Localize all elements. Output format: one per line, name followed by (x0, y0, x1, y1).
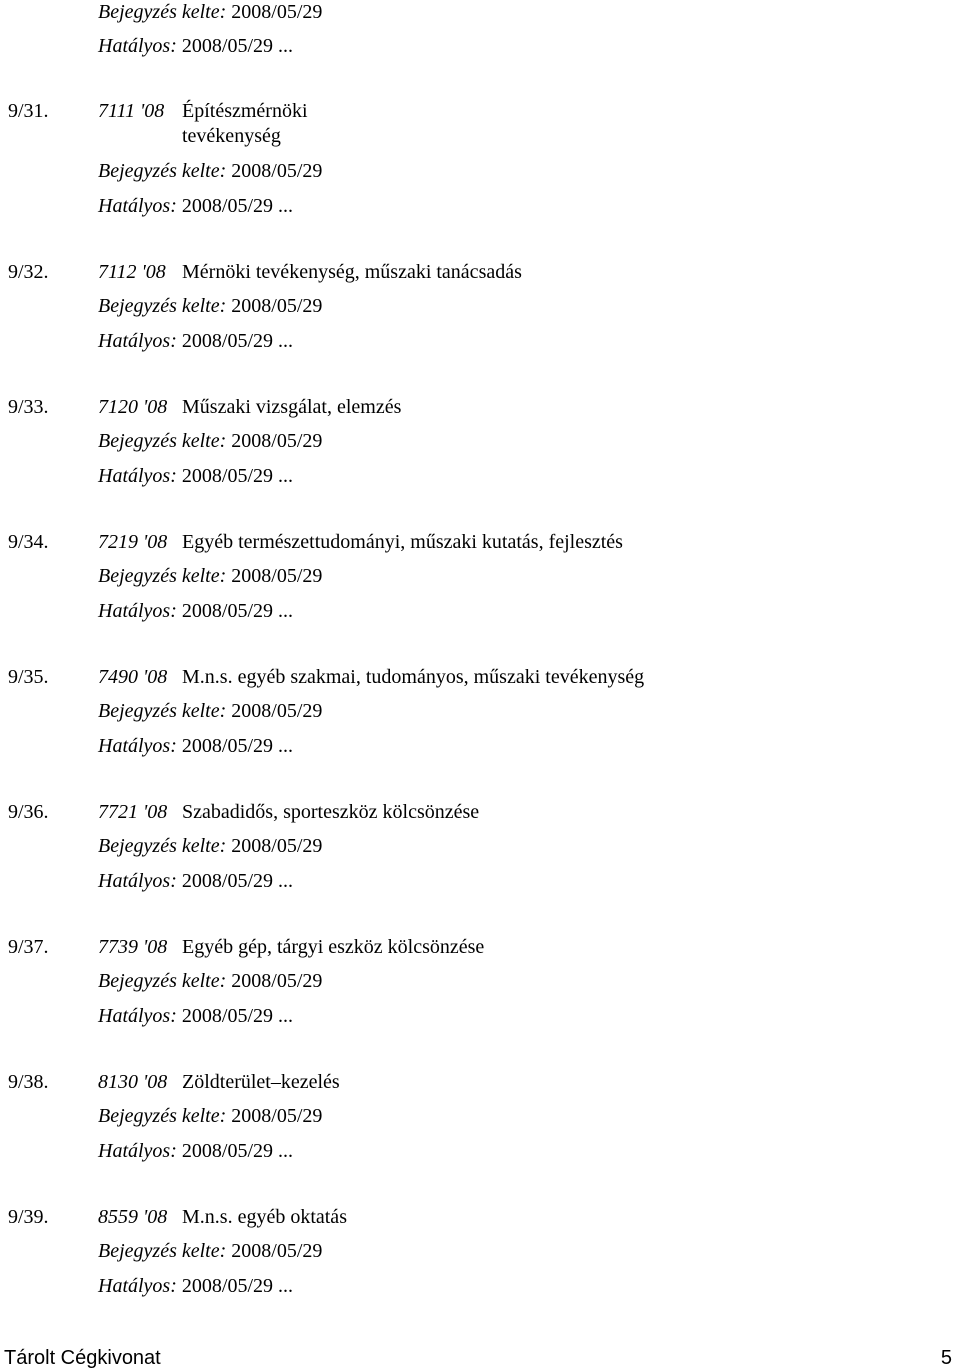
entry-activity: M.n.s. egyéb oktatás (182, 1206, 347, 1228)
footer-title: Tárolt Cégkivonat (4, 1347, 161, 1369)
entry-code: 7120 '08 (98, 396, 168, 418)
entry-number: 9/39. (8, 1206, 49, 1228)
effective-date: 2008/05/29 ... (181, 35, 294, 57)
entry-code: 7219 '08 (98, 531, 168, 553)
top-registered-line (98, 0, 322, 24)
entry-code: 7111 '08 (98, 100, 165, 122)
registered-date: 2008/05/29 (231, 700, 323, 722)
entry-registered-line (98, 564, 322, 588)
entry-registered-line (98, 699, 322, 723)
entry-number: 9/33. (8, 396, 49, 418)
registered-date: 2008/05/29 (231, 1, 323, 23)
entry-activity: Műszaki vizsgálat, elemzés (182, 396, 402, 418)
registered-date: 2008/05/29 (231, 835, 323, 857)
effective-label: Hatályos: (98, 195, 177, 217)
entry-code: 7721 '08 (98, 801, 168, 823)
entry-registered-line (98, 834, 322, 858)
entry-registered-line (98, 159, 322, 183)
registered-label: Bejegyzés kelte: (98, 565, 227, 587)
registered-date: 2008/05/29 (231, 1240, 323, 1262)
registered-date: 2008/05/29 (231, 565, 323, 587)
page-number: 5 (940, 1347, 952, 1369)
registered-label: Bejegyzés kelte: (98, 295, 227, 317)
entry-number: 9/32. (8, 261, 49, 283)
entry-code: 8130 '08 (98, 1071, 168, 1093)
entry-code: 7490 '08 (98, 666, 168, 688)
entry-activity: Építészmérnöki (182, 100, 308, 122)
entry-effective-line (98, 734, 293, 758)
entry-registered-line (98, 429, 322, 453)
entry-number: 9/37. (8, 936, 49, 958)
entry-number: 9/34. (8, 531, 49, 553)
registered-label: Bejegyzés kelte: (98, 430, 227, 452)
entry-effective-line (98, 869, 293, 893)
effective-label: Hatályos: (98, 465, 177, 487)
effective-label: Hatályos: (98, 1275, 177, 1297)
entry-registered-line (98, 969, 322, 993)
entry-number: 9/36. (8, 801, 49, 823)
effective-date: 2008/05/29 ... (181, 735, 294, 757)
effective-label: Hatályos: (98, 735, 177, 757)
effective-label: Hatályos: (98, 330, 177, 352)
registered-label: Bejegyzés kelte: (98, 1105, 227, 1127)
entry-number: 9/35. (8, 666, 49, 688)
effective-date: 2008/05/29 ... (181, 600, 294, 622)
effective-label: Hatályos: (98, 1005, 177, 1027)
entry-activity: Egyéb természettudományi, műszaki kutatás, fejlesztés (182, 531, 623, 553)
effective-date: 2008/05/29 ... (181, 1140, 294, 1162)
registered-label: Bejegyzés kelte: (98, 970, 227, 992)
entry-activity: Szabadidős, sporteszköz kölcsönzése (182, 801, 480, 823)
entry-effective-line (98, 464, 293, 488)
entry-activity: M.n.s. egyéb szakmai, tudományos, műszaki tevékenység (182, 666, 645, 688)
registered-date: 2008/05/29 (231, 295, 323, 317)
entry-code: 7739 '08 (98, 936, 168, 958)
effective-date: 2008/05/29 ... (181, 465, 294, 487)
entry-effective-line (98, 1139, 293, 1163)
registered-label: Bejegyzés kelte: (98, 1, 227, 23)
registered-label: Bejegyzés kelte: (98, 835, 227, 857)
effective-date: 2008/05/29 ... (181, 870, 294, 892)
registered-date: 2008/05/29 (231, 1105, 323, 1127)
effective-label: Hatályos: (98, 600, 177, 622)
registered-label: Bejegyzés kelte: (98, 1240, 227, 1262)
registered-date: 2008/05/29 (231, 430, 323, 452)
registered-label: Bejegyzés kelte: (98, 160, 227, 182)
effective-date: 2008/05/29 ... (181, 1275, 294, 1297)
entry-registered-line (98, 294, 322, 318)
entry-registered-line (98, 1239, 322, 1263)
entry-code: 7112 '08 (98, 261, 166, 283)
effective-label: Hatályos: (98, 35, 177, 57)
registered-label: Bejegyzés kelte: (98, 700, 227, 722)
effective-label: Hatályos: (98, 1140, 177, 1162)
entry-activity-line2: tevékenység (182, 125, 281, 147)
entry-activity: Zöldterület–kezelés (182, 1071, 340, 1093)
entry-code: 8559 '08 (98, 1206, 168, 1228)
entry-registered-line (98, 1104, 322, 1128)
entry-activity: Mérnöki tevékenység, műszaki tanácsadás (182, 261, 522, 283)
registered-date: 2008/05/29 (231, 160, 323, 182)
effective-date: 2008/05/29 ... (181, 330, 294, 352)
effective-date: 2008/05/29 ... (181, 195, 294, 217)
entry-effective-line (98, 329, 293, 353)
registered-date: 2008/05/29 (231, 970, 323, 992)
entry-effective-line (98, 194, 293, 218)
effective-label: Hatályos: (98, 870, 177, 892)
entry-effective-line (98, 1004, 293, 1028)
entry-number: 9/38. (8, 1071, 49, 1093)
entry-effective-line (98, 599, 293, 623)
effective-date: 2008/05/29 ... (181, 1005, 294, 1027)
top-effective-line (98, 34, 293, 58)
entry-activity: Egyéb gép, tárgyi eszköz kölcsönzése (182, 936, 485, 958)
entry-effective-line (98, 1274, 293, 1298)
entry-number: 9/31. (8, 100, 49, 122)
